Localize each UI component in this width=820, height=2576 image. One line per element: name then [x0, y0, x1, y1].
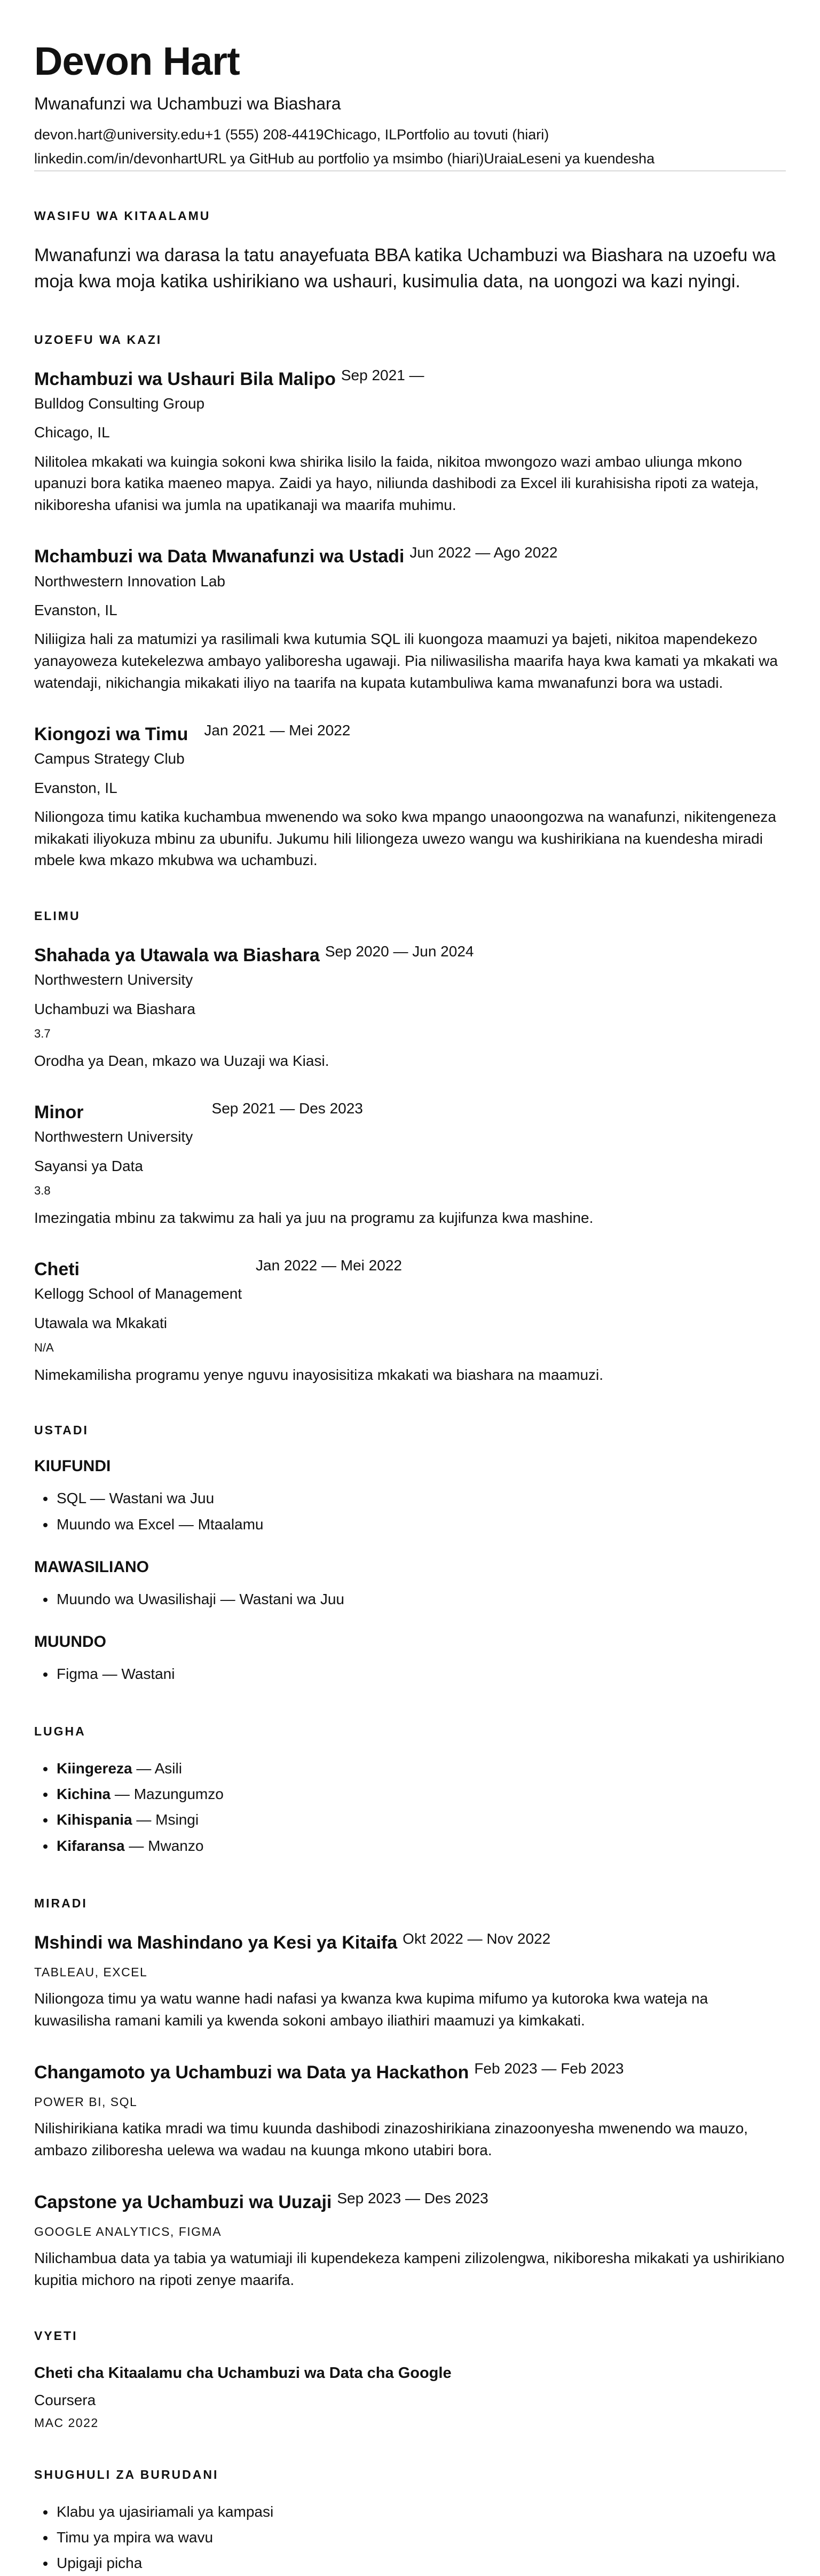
project-description: Nilichambua data ya tabia ya watumiaji ili kupendekeza kampeni zilizolengwa, nikiboresha mikakati ya ushirikiano kupitia michoro na ripoti zenye maarifa. — [34, 2250, 785, 2288]
education-gpa: N/A — [34, 1341, 54, 1355]
hobby-item: • Klabu ya ujasiriamali ya kampasi — [56, 2499, 786, 2525]
project-name: Changamoto ya Uchambuzi wa Data ya Hackathon — [34, 2062, 469, 2083]
skill-group-heading: KIUFUNDI — [34, 1457, 111, 1475]
education-entry — [34, 944, 786, 1072]
education-gpa: 3.8 — [34, 1184, 51, 1198]
section-title-hobbies: SHUGHULI ZA BURUDANI — [34, 2467, 219, 2481]
education-degree: Shahada ya Utawala wa Biashara — [34, 945, 320, 965]
education-school: Kellogg School of Management — [34, 1285, 242, 1302]
project-dates: Sep 2023 — Des 2023 — [337, 2189, 488, 2206]
header-divider — [34, 170, 786, 171]
project-entry — [34, 2190, 786, 2291]
certification-issuer: Coursera — [34, 2392, 96, 2409]
project-dates: Okt 2022 — Nov 2022 — [403, 1930, 551, 1947]
project-entry — [34, 1931, 786, 2032]
skill-item: • Muundo wa Uwasilishaji — Wastani wa Juu — [56, 1587, 786, 1612]
project-description: Niliongoza timu ya watu wanne hadi nafasi ya kwanza kwa kupima mifumo ya kutoroka kwa wateja na kuwasilisha ramani kamili ya kwenda sokoni ambayo iliathiri maamuzi ya kimkakati. — [34, 1990, 708, 2029]
education-entry — [34, 1101, 786, 1229]
certification-name: Cheti cha Kitaalamu cha Uchambuzi wa Data cha Google — [34, 2364, 452, 2382]
education-note: Orodha ya Dean, mkazo wa Uuzaji wa Kiasi. — [34, 1052, 329, 1069]
education-gpa: 3.7 — [34, 1026, 51, 1040]
language-level: — Mwanzo — [129, 1837, 204, 1854]
project-tech: GOOGLE ANALYTICS, FIGMA — [34, 2224, 222, 2239]
experience-description: Nilitolea mkakati wa kuingia sokoni kwa shirika lisilo la faida, nikitoa mwongozo wazi ambao uliunga mkono upanuzi bora katika maeneo mapya. Zaidi ya hayo, niliunda dashibodi za Excel ili kurahisisha ripoti za wateja, nikiboresha ufanisi wa jumla na upatikanaji wa maarifa muhimu. — [34, 453, 759, 513]
skill-item: • Muundo wa Excel — Mtaalamu — [56, 1512, 786, 1537]
project-name: Mshindi wa Mashindano ya Kesi ya Kitaifa — [34, 1932, 398, 1953]
section-title-skills: USTADI — [34, 1423, 89, 1438]
summary-text: Mwanafunzi wa darasa la tatu anayefuata BBA katika Uchambuzi wa Biashara na uzoefu wa moja kwa moja katika ushirikiano wa ushauri, kusimulia data, na uongozi wa kazi nyingi. — [34, 245, 776, 292]
project-tech: POWER BI, SQL — [34, 2094, 138, 2109]
education-dates: Sep 2021 — Des 2023 — [211, 1100, 363, 1117]
experience-entry — [34, 367, 786, 516]
language-list — [34, 1756, 786, 1859]
experience-dates: Jan 2021 — Mei 2022 — [204, 722, 351, 739]
project-entry — [34, 2061, 786, 2162]
experience-org: Northwestern Innovation Lab — [34, 572, 225, 590]
experience-dates: Jun 2022 — Ago 2022 — [409, 544, 558, 561]
language-name: Kihispania — [57, 1811, 132, 1828]
contact-line-primary: devon.hart@university.edu+1 (555) 208-4419Chicago, ILPortfolio au tovuti (hiari) — [34, 126, 549, 143]
education-dates: Jan 2022 — Mei 2022 — [256, 1257, 402, 1274]
experience-location: Chicago, IL — [34, 424, 110, 441]
education-degree: Cheti — [34, 1259, 80, 1280]
language-item — [56, 1781, 786, 1807]
experience-org: Bulldog Consulting Group — [34, 395, 205, 412]
experience-description: Niliigiza hali za matumizi ya rasilimali kwa kutumia SQL ili kuongoza maamuzi ya bajeti, nikitoa mapendekezo yanayoweza kutekelezwa ambayo yaliboresha ugawaji. Pia niliwasilisha maarifa haya kwa kamati ya mkakati wa watendaji, nikichangia mikakati iliyo na taarifa na kupata kutambuliwa kama mwanafunzi bora wa ustadi. — [34, 631, 778, 691]
candidate-name: Devon Hart — [34, 39, 240, 83]
skill-group-heading: MUUNDO — [34, 1632, 106, 1651]
education-note: Nimekamilisha programu yenye nguvu inayosisitiza mkakati wa biashara na maamuzi. — [34, 1366, 604, 1383]
experience-role: Kiongozi wa Timu — [34, 724, 188, 745]
skill-list — [34, 1587, 786, 1612]
education-dates: Sep 2020 — Jun 2024 — [325, 943, 474, 960]
skill-group — [34, 1558, 786, 1612]
language-name: Kichina — [57, 1786, 111, 1803]
skill-item: • Figma — Wastani — [56, 1661, 786, 1687]
skill-list — [34, 1661, 786, 1687]
language-level: — Mazungumzo — [114, 1786, 224, 1803]
experience-role: Mchambuzi wa Data Mwanafunzi wa Ustadi — [34, 546, 405, 567]
skill-list — [34, 1486, 786, 1537]
hobby-item: • Upigaji picha — [56, 2550, 786, 2576]
experience-entry — [34, 545, 786, 694]
language-name: Kifaransa — [57, 1837, 125, 1854]
language-item — [56, 1756, 786, 1781]
education-degree: Minor — [34, 1102, 84, 1123]
project-name: Capstone ya Uchambuzi wa Uuzaji — [34, 2192, 332, 2212]
experience-role: Mchambuzi wa Ushauri Bila Malipo — [34, 368, 336, 389]
skill-group-heading: MAWASILIANO — [34, 1558, 149, 1576]
skill-item: • SQL — Wastani wa Juu — [56, 1486, 786, 1511]
project-tech: TABLEAU, EXCEL — [34, 1965, 148, 1979]
contact-line-secondary: linkedin.com/in/devonhartURL ya GitHub au portfolio ya msimbo (hiari)UraiaLeseni ya kuendesha — [34, 151, 655, 167]
experience-location: Evanston, IL — [34, 779, 117, 796]
certification-date: MAC 2022 — [34, 2415, 99, 2430]
experience-org: Campus Strategy Club — [34, 750, 185, 767]
skill-group — [34, 1457, 786, 1537]
education-note: Imezingatia mbinu za takwimu za hali ya juu na programu za kujifunza kwa mashine. — [34, 1209, 594, 1226]
project-description: Nilishirikiana katika mradi wa timu kuunda dashibodi zinazoshirikiana zinazoonyesha mwenendo wa mauzo, ambazo ziliboresha uelewa wa wadau na kuunga mkono utabiri bora. — [34, 2120, 748, 2158]
education-school: Northwestern University — [34, 1128, 193, 1145]
section-title-experience: UZOEFU WA KAZI — [34, 332, 162, 347]
project-dates: Feb 2023 — Feb 2023 — [474, 2060, 624, 2077]
education-entry — [34, 1258, 786, 1386]
education-field: Sayansi ya Data — [34, 1157, 143, 1174]
experience-description: Niliongoza timu katika kuchambua mwenendo wa soko kwa mpango unaoongozwa na wanafunzi, nikitengeneza mikakati iliyokuza mbinu za ubunifu. Jukumu hili liliongeza uwezo wangu wa kushirikiana na kuendesha miradi mbele kwa mkazo mkubwa wa uchambuzi. — [34, 808, 776, 869]
language-level: — Asili — [136, 1760, 182, 1777]
hobby-item: • Timu ya mpira wa wavu — [56, 2525, 786, 2550]
experience-entry — [34, 722, 786, 871]
skill-group — [34, 1632, 786, 1687]
experience-dates: Sep 2021 — — [341, 366, 424, 383]
section-title-languages: LUGHA — [34, 1724, 86, 1739]
section-title-certifications: VYETI — [34, 2328, 78, 2343]
section-title-education: ELIMU — [34, 908, 81, 923]
language-item — [56, 1833, 786, 1859]
education-field: Utawala wa Mkakati — [34, 1314, 167, 1331]
experience-location: Evanston, IL — [34, 602, 117, 619]
education-field: Uchambuzi wa Biashara — [34, 1000, 195, 1017]
language-name: Kiingereza — [57, 1760, 132, 1777]
hobby-list — [34, 2499, 786, 2576]
section-title-projects: MIRADI — [34, 1896, 88, 1910]
language-item — [56, 1807, 786, 1833]
language-level: — Msingi — [136, 1811, 199, 1828]
section-title-summary: WASIFU WA KITAALAMU — [34, 209, 211, 223]
education-school: Northwestern University — [34, 971, 193, 988]
candidate-headline: Mwanafunzi wa Uchambuzi wa Biashara — [34, 94, 341, 113]
